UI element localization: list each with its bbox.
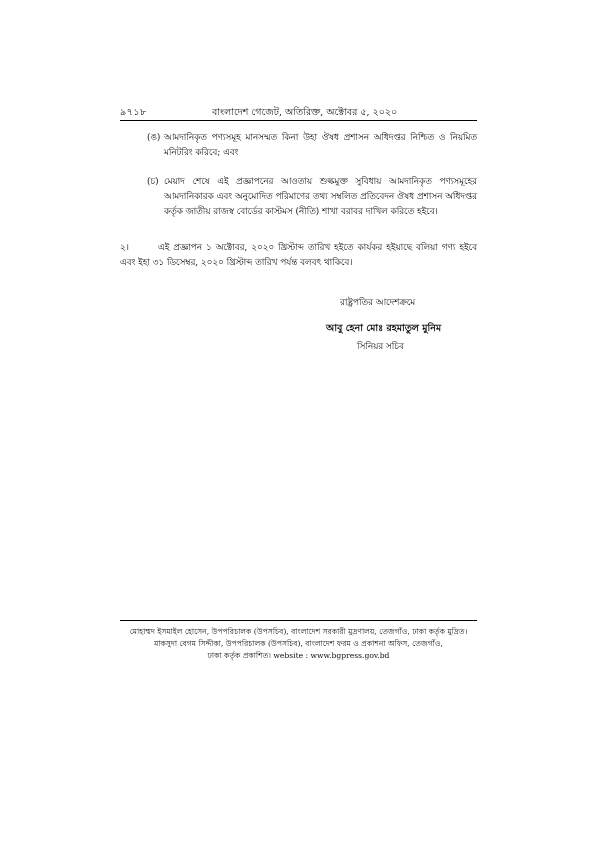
clause-marker: (চ)	[147, 177, 159, 187]
footer-printer-line: মোহাম্মদ ইসমাইল হোসেন, উপপরিচালক (উপসচিব), বাংলাদেশ সরকারী মুদ্রণালয়, তেজগাঁও, ঢাকা কর্তৃক মুদ্রিত।	[129, 627, 468, 636]
paragraph-text: এই প্রজ্ঞাপন ১ অক্টোবর, ২০২০ খ্রিস্টাব্দ তারিখ হইতে কার্যকর হইয়াছে বলিয়া গণ্য হইবে এবং ইহা ৩১ ডিসেম্বর, ২০২০ খ্রিস্টাব্দ তারিখ পর্যন্ত বলবৎ থাকিবে।	[120, 243, 477, 268]
imprint-footer	[120, 626, 477, 662]
footer-divider	[120, 620, 477, 621]
signatory-name: আবু হেনা মোঃ রহমাতুল মুনিম	[326, 323, 442, 334]
clause-text: মেয়াদ শেষে এই প্রজ্ঞাপনের আওতায় শুল্কমুক্ত সুবিধায় আমদানিকৃত পণ্যসমূহের আমদানিকারক এবং অনুমোদিত পরিমাণের তথ্য সম্বলিত প্রতিবেদন ঔষধ প্রশাসন অধিদপ্তর কর্তৃক জাতীয় রাজস্ব বোর্ডের কাস্টমস (নীতি) শাখা বরাবর দাখিল করিতে হইবে।	[164, 177, 477, 217]
clause-f	[147, 175, 477, 220]
page-header	[120, 106, 477, 121]
paragraph-2	[120, 241, 477, 271]
page-number: ৯৭১৮	[120, 107, 147, 118]
clause-marker: (ঙ)	[147, 133, 161, 143]
running-title: বাংলাদেশ গেজেট, অতিরিক্ত, অক্টোবর ৫, ২০২০	[212, 107, 398, 118]
clause-text: আমদানিকৃত পণ্যসমূহ মানসম্মত কিনা উহা ঔষধ প্রশাসন অধিদপ্তর নিশ্চিত ও নিয়মিত মনিটরিং করিবে; এবং	[164, 133, 477, 158]
footer-website-line: ঢাকা কর্তৃক প্রকাশিত। website : www.bgpress.gov.bd	[207, 651, 390, 660]
signatory-title: সিনিয়র সচিব	[357, 342, 404, 352]
paragraph-number: ২।	[120, 243, 129, 253]
footer-publisher-line: মাকসুদা বেগম সিদ্দীকা, উপপরিচালক (উপসচিব), বাংলাদেশ ফরম ও প্রকাশনা অফিস, তেজগাঁও,	[154, 639, 443, 648]
order-line: রাষ্ট্রপতির আদেশক্রমে	[340, 298, 416, 308]
clause-e	[147, 131, 477, 161]
